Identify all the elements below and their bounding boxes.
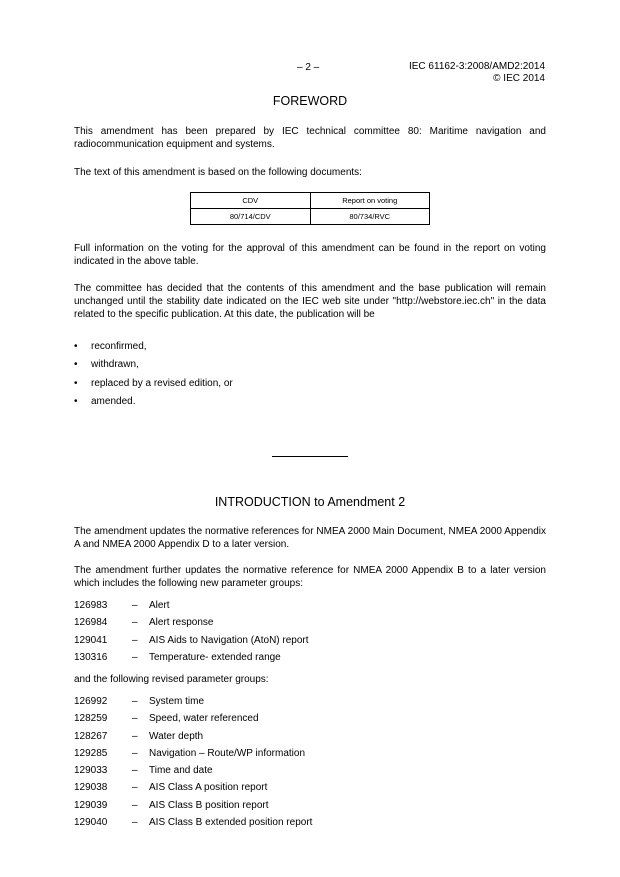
document-id: IEC 61162-3:2008/AMD2:2014 <box>408 61 545 72</box>
table-header-report: Report on voting <box>310 193 430 209</box>
introduction-title: INTRODUCTION to Amendment 2 <box>214 495 406 509</box>
list-item: • reconfirmed, <box>74 341 147 352</box>
introduction-paragraph-2: The amendment further updates the normative reference for NMEA 2000 Appendix B to a later version which includes the following new parameter groups: <box>74 565 546 589</box>
table-header-row <box>191 193 430 209</box>
table-row <box>191 209 430 225</box>
bullet-icon: • <box>74 395 78 407</box>
bullet-icon: • <box>74 341 78 352</box>
introduction-paragraph-1: The amendment updates the normative references for NMEA 2000 Main Document, NMEA 2000 Appendix A and NMEA 2000 Appendix D to a later version. <box>74 526 546 550</box>
table-cell-cdv: 80/714/CDV <box>191 209 311 225</box>
section-divider <box>272 456 348 457</box>
foreword-title: FOREWORD <box>272 94 348 108</box>
foreword-paragraph-1: This amendment has been prepared by IEC technical committee 80: Maritime navigation and radiocommunication equipment and systems. <box>74 126 546 150</box>
bullet-list <box>74 340 233 413</box>
foreword-paragraph-4: The committee has decided that the contents of this amendment and the base publication will remain unchanged until the stability date indicated on the IEC web site under "http://webstore.iec.ch" in the data related to the specific publication. At this date, the publication will be <box>74 283 546 320</box>
foreword-paragraph-2: The text of this amendment is based on the following documents: <box>74 167 362 178</box>
foreword-paragraph-3: Full information on the voting for the approval of this amendment can be found in the report on voting indicated in the above table. <box>74 243 546 267</box>
list-item: • replaced by a revised edition, or <box>74 377 233 389</box>
page-number: – 2 – <box>297 62 320 73</box>
copyright-notice: © IEC 2014 <box>493 73 545 84</box>
list-item: • withdrawn, <box>74 359 139 371</box>
document-reference <box>409 61 545 85</box>
table-header-cdv: CDV <box>191 193 311 209</box>
table-cell-report: 80/734/RVC <box>310 209 430 225</box>
bullet-icon: • <box>74 377 78 389</box>
voting-documents-table <box>190 192 430 225</box>
list-item: • amended. <box>74 395 136 407</box>
bullet-icon: • <box>74 359 78 371</box>
introduction-paragraph-3: and the following revised parameter groups: <box>74 674 269 685</box>
